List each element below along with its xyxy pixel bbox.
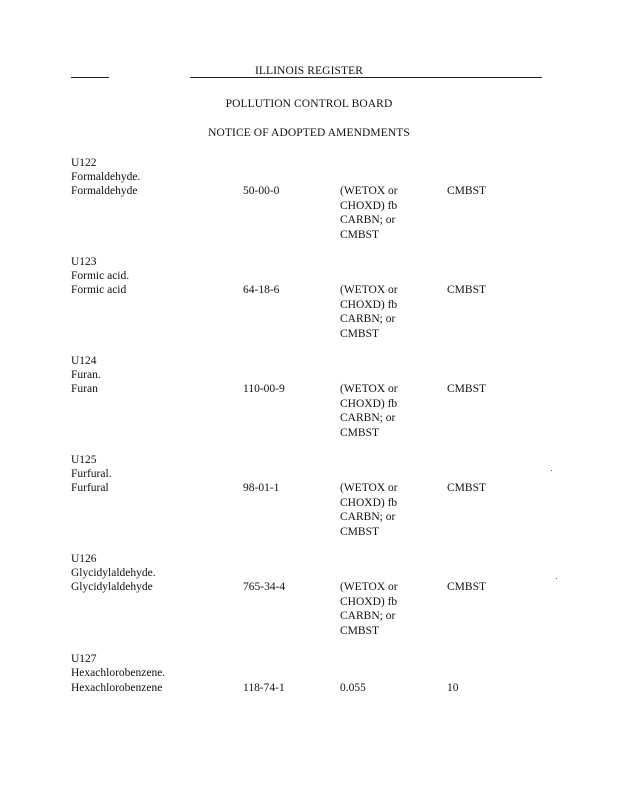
wastewater-line: CARBN; or <box>340 313 396 325</box>
wastewater-line: (WETOX or <box>340 284 398 296</box>
wastewater-standard <box>340 283 398 341</box>
constituent-name: Hexachlorobenzene <box>71 682 163 694</box>
nonwastewater-standard: CMBST <box>447 185 486 197</box>
wastewater-standard <box>340 681 366 696</box>
wastewater-standard <box>340 382 398 440</box>
constituent-heading: Hexachlorobenzene. <box>71 667 166 679</box>
constituent-name: Furfural <box>71 482 109 494</box>
wastewater-line: CARBN; or <box>340 412 396 424</box>
wastewater-standard <box>340 481 398 539</box>
wastewater-line: CMBST <box>340 327 379 340</box>
nonwastewater-standard: CMBST <box>447 482 486 494</box>
cas-number: 98-01-1 <box>243 482 280 494</box>
cas-number: 50-00-0 <box>243 185 280 197</box>
waste-code: U125 <box>71 454 97 466</box>
wastewater-line: CMBST <box>340 525 379 538</box>
constituent-heading: Furfural. <box>71 468 112 480</box>
notice-title: NOTICE OF ADOPTED AMENDMENTS <box>208 127 410 139</box>
waste-code: U123 <box>71 256 97 268</box>
nonwastewater-standard: CMBST <box>447 284 486 296</box>
wastewater-line: CHOXD) fb <box>340 595 398 608</box>
wastewater-line: CMBST <box>340 624 379 637</box>
constituent-name: Glycidylaldehyde <box>71 581 153 593</box>
wastewater-line: CHOXD) fb <box>340 199 398 212</box>
wastewater-line: (WETOX or <box>340 482 398 494</box>
waste-code: U122 <box>71 157 97 169</box>
nonwastewater-standard: CMBST <box>447 581 486 593</box>
wastewater-line: 0.055 <box>340 682 366 694</box>
scan-speck <box>551 470 552 471</box>
constituent-heading: Formaldehyde. <box>71 171 141 183</box>
wastewater-standard <box>340 580 398 638</box>
nonwastewater-standard: 10 <box>447 682 459 694</box>
cas-number: 765-34-4 <box>243 581 286 593</box>
constituent-name: Formaldehyde <box>71 185 138 197</box>
wastewater-line: CMBST <box>340 228 379 241</box>
constituent-heading: Formic acid. <box>71 270 130 282</box>
wastewater-line: CARBN; or <box>340 610 396 622</box>
cas-number: 64-18-6 <box>243 284 280 296</box>
wastewater-line: (WETOX or <box>340 383 398 395</box>
constituent-name: Formic acid <box>71 284 127 296</box>
wastewater-line: CMBST <box>340 426 379 439</box>
wastewater-line: (WETOX or <box>340 581 398 593</box>
wastewater-line: CHOXD) fb <box>340 298 398 311</box>
scan-speck <box>556 578 557 579</box>
register-title: ILLINOIS REGISTER <box>254 65 364 77</box>
wastewater-line: CARBN; or <box>340 511 396 523</box>
cas-number: 118-74-1 <box>243 682 285 694</box>
wastewater-standard <box>340 184 398 242</box>
wastewater-line: CHOXD) fb <box>340 397 398 410</box>
agency-title: POLLUTION CONTROL BOARD <box>225 98 393 110</box>
nonwastewater-standard: CMBST <box>447 383 486 395</box>
wastewater-line: CHOXD) fb <box>340 496 398 509</box>
waste-code: U126 <box>71 553 97 565</box>
wastewater-line: CARBN; or <box>340 214 396 226</box>
cas-number: 110-00-9 <box>243 383 285 395</box>
constituent-heading: Furan. <box>71 369 101 381</box>
constituent-heading: Glycidylaldehyde. <box>71 567 156 579</box>
waste-code: U127 <box>71 653 97 665</box>
wastewater-line: (WETOX or <box>340 185 398 197</box>
constituent-name: Furan <box>71 383 98 395</box>
waste-code: U124 <box>71 355 97 367</box>
